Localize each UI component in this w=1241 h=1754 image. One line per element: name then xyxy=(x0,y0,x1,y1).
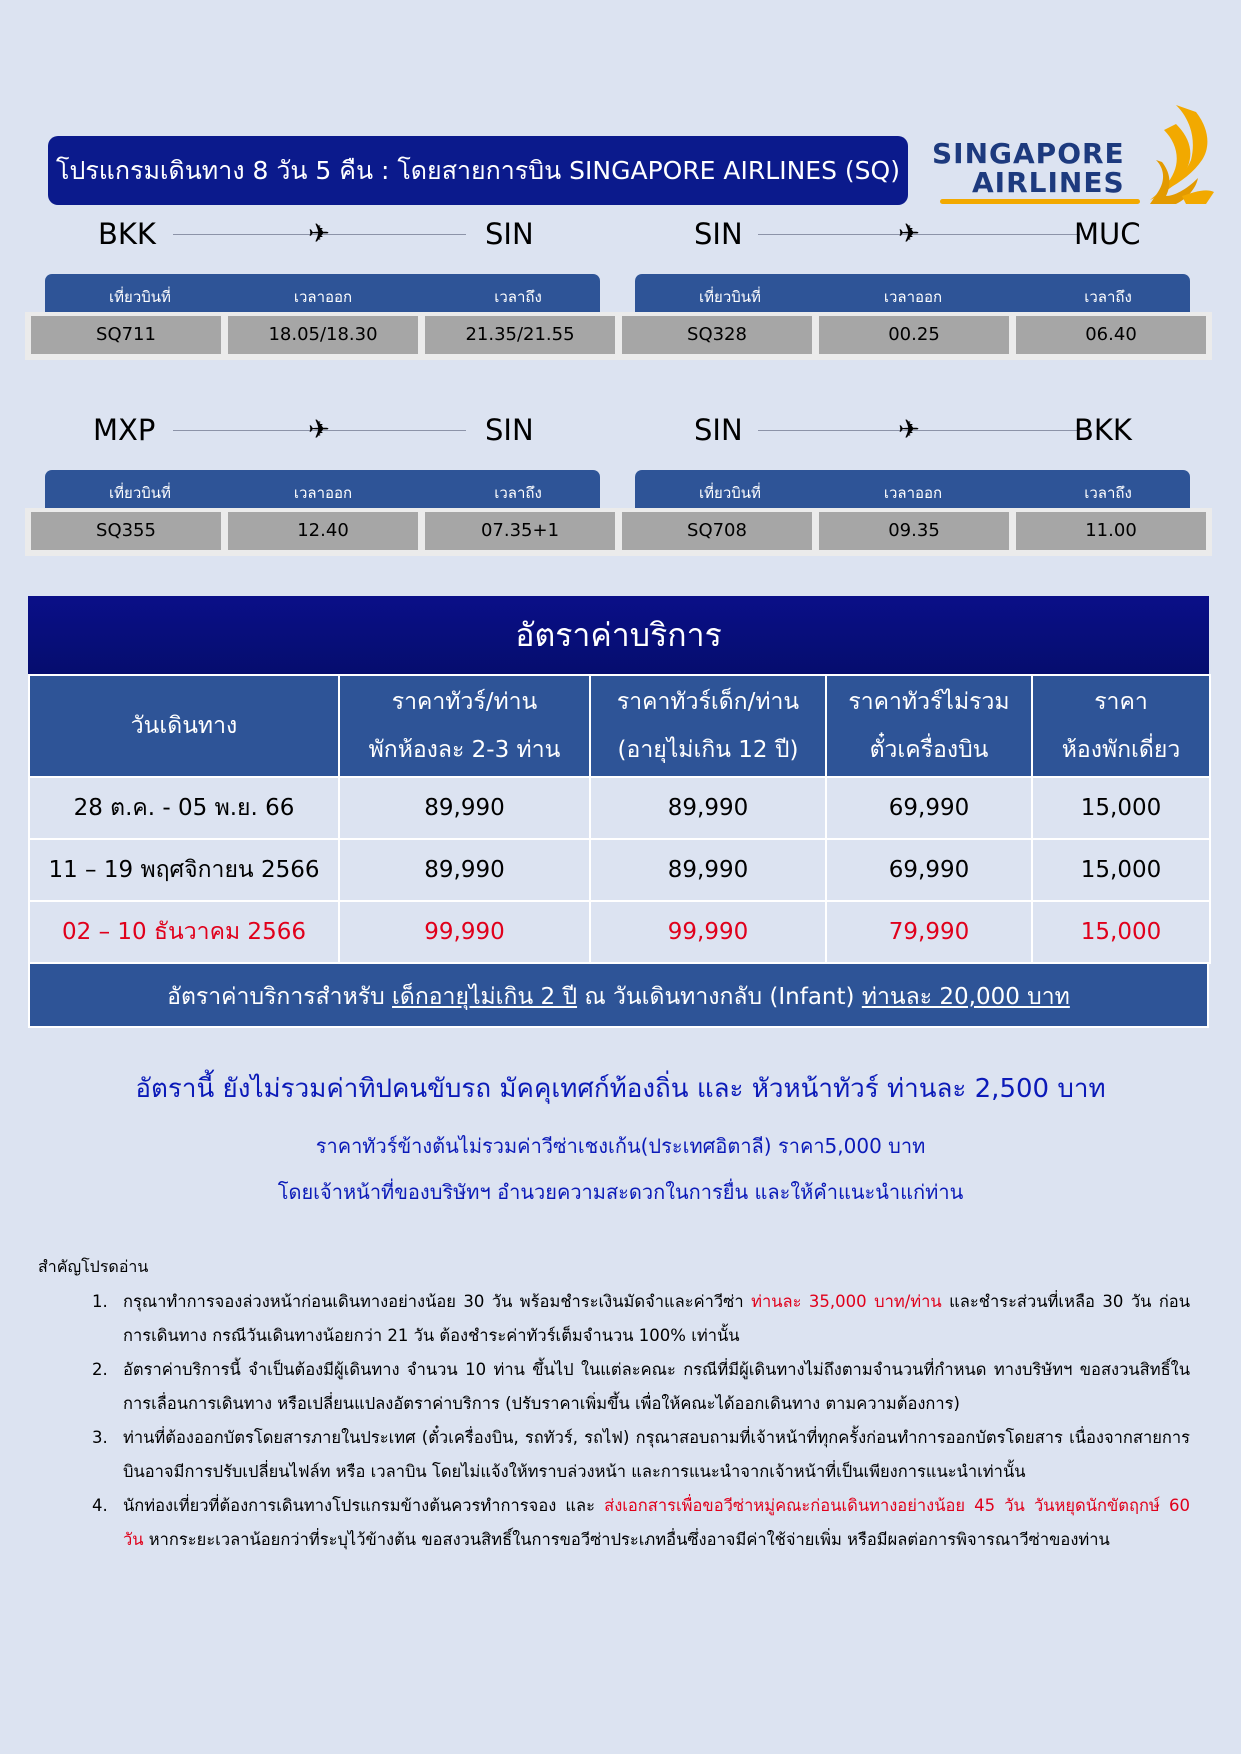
flight-number: SQ355 xyxy=(31,512,221,550)
logo-word-1: SINGAPORE xyxy=(932,137,1125,170)
flight-number: SQ708 xyxy=(622,512,812,550)
header-flight-no: เที่ยวบินที่ xyxy=(109,288,171,306)
infant-price: ท่านละ 20,000 บาท xyxy=(861,984,1070,1010)
term-text: และชำระส่วนที่เหลือ 30 วัน ก่อนการเดินทาง กรณีวันเดินทางน้อยกว่า 21 วัน ต้องชำระค่าทัวร์เต็มจำนวน 100% เท่านั้น xyxy=(123,1292,1190,1345)
child-price-cell: 89,990 xyxy=(590,777,826,839)
infant-middle: ณ วันเดินทางกลับ (Infant) xyxy=(577,984,862,1010)
term-highlight: ท่านละ 35,000 บาท/ท่าน xyxy=(751,1292,942,1311)
program-title: โปรแกรมเดินทาง 8 วัน 5 คืน : โดยสายการบิน SINGAPORE AIRLINES (SQ) xyxy=(48,136,908,205)
col-header-single xyxy=(1032,675,1210,777)
assist-note: โดยเจ้าหน้าที่ของบริษัทฯ อำนวยความสะดวกในการยื่น และให้คำแนะนำแก่ท่าน xyxy=(277,1180,964,1204)
header-text: วันเดินทาง xyxy=(130,713,238,739)
header-arrive: เวลาถึง xyxy=(1084,288,1132,306)
no-ticket-price-cell: 69,990 xyxy=(826,777,1032,839)
header-subtext: ตั๋วเครื่องบิน xyxy=(869,737,989,763)
child-price-cell: 89,990 xyxy=(590,839,826,901)
depart-time: 09.35 xyxy=(819,512,1009,550)
airplane-icon: ✈ xyxy=(898,415,920,445)
header-depart: เวลาออก xyxy=(293,288,353,306)
term-highlight: ส่งเอกสารเพื่อขอวีซ่าหมู่คณะก่อนเดินทางอย่างน้อย 45 วัน วันหยุดนักขัตฤกษ์ 60 วัน xyxy=(123,1496,1190,1549)
table-row xyxy=(29,777,1210,839)
flight-number: SQ328 xyxy=(622,316,812,354)
rates-title: อัตราค่าบริการ xyxy=(28,596,1209,674)
adult-price-cell: 89,990 xyxy=(339,839,590,901)
table-header-row xyxy=(29,675,1210,777)
header-subtext: (อายุไม่เกิน 12 ปี) xyxy=(617,737,799,763)
logo-underline xyxy=(940,199,1140,204)
flight-row xyxy=(25,508,621,556)
logo-word-2: AIRLINES xyxy=(972,166,1125,199)
infant-rate-note xyxy=(28,962,1209,1028)
list-item xyxy=(113,1489,1190,1557)
child-price-cell: 99,990 xyxy=(590,901,826,963)
route-destination: MUC xyxy=(1074,217,1141,251)
header-arrive: เวลาถึง xyxy=(494,484,542,502)
header-text: ราคาทัวร์/ท่าน xyxy=(391,689,538,715)
col-header-date xyxy=(29,675,339,777)
header-subtext: พักห้องละ 2-3 ท่าน xyxy=(368,737,561,763)
route-destination: SIN xyxy=(485,217,534,251)
no-ticket-price-cell: 79,990 xyxy=(826,901,1032,963)
arrive-time: 06.40 xyxy=(1016,316,1206,354)
flight-number: SQ711 xyxy=(31,316,221,354)
header-flight-no: เที่ยวบินที่ xyxy=(109,484,171,502)
singapore-airlines-logo xyxy=(932,100,1212,210)
term-text: หากระยะเวลาน้อยกว่าที่ระบุไว้ข้างต้น ขอสงวนสิทธิ์ในการขอวีซ่าประเภทอื่นซึ่งอาจมีค่าใช้จ่ายเพิ่ม หรือมีผลต่อการพิจารณาวีซ่าของท่าน xyxy=(143,1530,1110,1549)
date-cell: 02 – 10 ธันวาคม 2566 xyxy=(29,901,339,963)
adult-price-cell: 99,990 xyxy=(339,901,590,963)
important-heading: สำคัญโปรดอ่าน xyxy=(38,1257,149,1276)
single-room-cell: 15,000 xyxy=(1032,777,1210,839)
header-flight-no: เที่ยวบินที่ xyxy=(699,484,761,502)
header-flight-no: เที่ยวบินที่ xyxy=(699,288,761,306)
depart-time: 18.05/18.30 xyxy=(228,316,418,354)
arrive-time: 11.00 xyxy=(1016,512,1206,550)
flight-row xyxy=(615,312,1212,360)
flight-row xyxy=(615,508,1212,556)
route-origin: MXP xyxy=(93,413,156,447)
table-row xyxy=(29,901,1210,963)
header-subtext: ห้องพักเดี่ยว xyxy=(1061,737,1181,763)
arrive-time: 07.35+1 xyxy=(425,512,615,550)
header-arrive: เวลาถึง xyxy=(1084,484,1132,502)
single-room-cell: 15,000 xyxy=(1032,839,1210,901)
header-arrive: เวลาถึง xyxy=(494,288,542,306)
airplane-icon: ✈ xyxy=(898,219,920,249)
route-origin: SIN xyxy=(694,413,743,447)
list-item: 2. อัตราค่าบริการนี้ จำเป็นต้องมีผู้เดินทาง จำนวน 10 ท่าน ขึ้นไป ในแต่ละคณะ กรณีที่มีผู้เดินทางไม่ถึงตามจำนวนที่กำหนด ทางบริษัทฯ ขอสงวนสิทธิ์ในการเลื่อนการเดินทาง หรือเปลี่ยนแปลงอัตราค่าบริการ (ปรับราคาเพิ่มขึ้น เพื่อให้คณะได้ออกเดินทาง ตามความต้องการ) xyxy=(113,1353,1190,1421)
single-room-cell: 15,000 xyxy=(1032,901,1210,963)
table-row xyxy=(29,839,1210,901)
bird-emblem-icon xyxy=(1136,100,1216,210)
route-origin: SIN xyxy=(694,217,743,251)
term-text: กรุณาทำการจองล่วงหน้าก่อนเดินทางอย่างน้อย 30 วัน พร้อมชำระเงินมัดจำและค่าวีซ่า xyxy=(123,1292,752,1311)
header-depart: เวลาออก xyxy=(883,288,943,306)
depart-time: 00.25 xyxy=(819,316,1009,354)
col-header-adult xyxy=(339,675,590,777)
terms-list xyxy=(38,1285,1190,1557)
arrive-time: 21.35/21.55 xyxy=(425,316,615,354)
visa-note: ราคาทัวร์ข้างต้นไม่รวมค่าวีซ่าเชงเก้น(ประเทศอิตาลี) ราคา5,000 บาท xyxy=(315,1134,926,1158)
depart-time: 12.40 xyxy=(228,512,418,550)
date-cell: 28 ต.ค. - 05 พ.ย. 66 xyxy=(29,777,339,839)
list-item xyxy=(113,1285,1190,1353)
airplane-icon: ✈ xyxy=(308,219,330,249)
col-header-no-ticket xyxy=(826,675,1032,777)
route-origin: BKK xyxy=(98,217,156,251)
route-destination: BKK xyxy=(1074,413,1132,447)
airplane-icon: ✈ xyxy=(308,415,330,445)
header-text: ราคาทัวร์เด็ก/ท่าน xyxy=(616,689,800,715)
header-text: ราคา xyxy=(1094,689,1148,715)
header-text: ราคาทัวร์ไม่รวม xyxy=(848,689,1010,715)
adult-price-cell: 89,990 xyxy=(339,777,590,839)
list-item: 3. ท่านที่ต้องออกบัตรโดยสารภายในประเทศ (ตั๋วเครื่องบิน, รถทัวร์, รถไฟ) กรุณาสอบถามที่เจ้าหน้าที่ทุกครั้งก่อนทำการออกบัตรโดยสาร เนื่องจากสายการบินอาจมีการปรับเปลี่ยนไฟล์ท หรือ เวลาบิน โดยไม่แจ้งให้ทราบล่วงหน้า และการแนะนำจากเจ้าหน้าที่เป็นเพียงการแนะนำเท่านั้น xyxy=(113,1421,1190,1489)
infant-age: เด็กอายุไม่เกิน 2 ปี xyxy=(392,984,578,1010)
no-ticket-price-cell: 69,990 xyxy=(826,839,1032,901)
term-text: นักท่องเที่ยวที่ต้องการเดินทางโปรแกรมข้างต้นควรทำการจอง และ xyxy=(123,1496,605,1515)
rates-table xyxy=(28,674,1211,964)
header-depart: เวลาออก xyxy=(293,484,353,502)
header-depart: เวลาออก xyxy=(883,484,943,502)
date-cell: 11 – 19 พฤศจิกายน 2566 xyxy=(29,839,339,901)
flight-row xyxy=(25,312,621,360)
infant-prefix: อัตราค่าบริการสำหรับ xyxy=(167,984,393,1010)
tip-note: อัตรานี้ ยังไม่รวมค่าทิปคนขับรถ มัคคุเทศก์ท้องถิ่น และ หัวหน้าทัวร์ ท่านละ 2,500 บาท xyxy=(135,1074,1106,1104)
route-destination: SIN xyxy=(485,413,534,447)
col-header-child xyxy=(590,675,826,777)
